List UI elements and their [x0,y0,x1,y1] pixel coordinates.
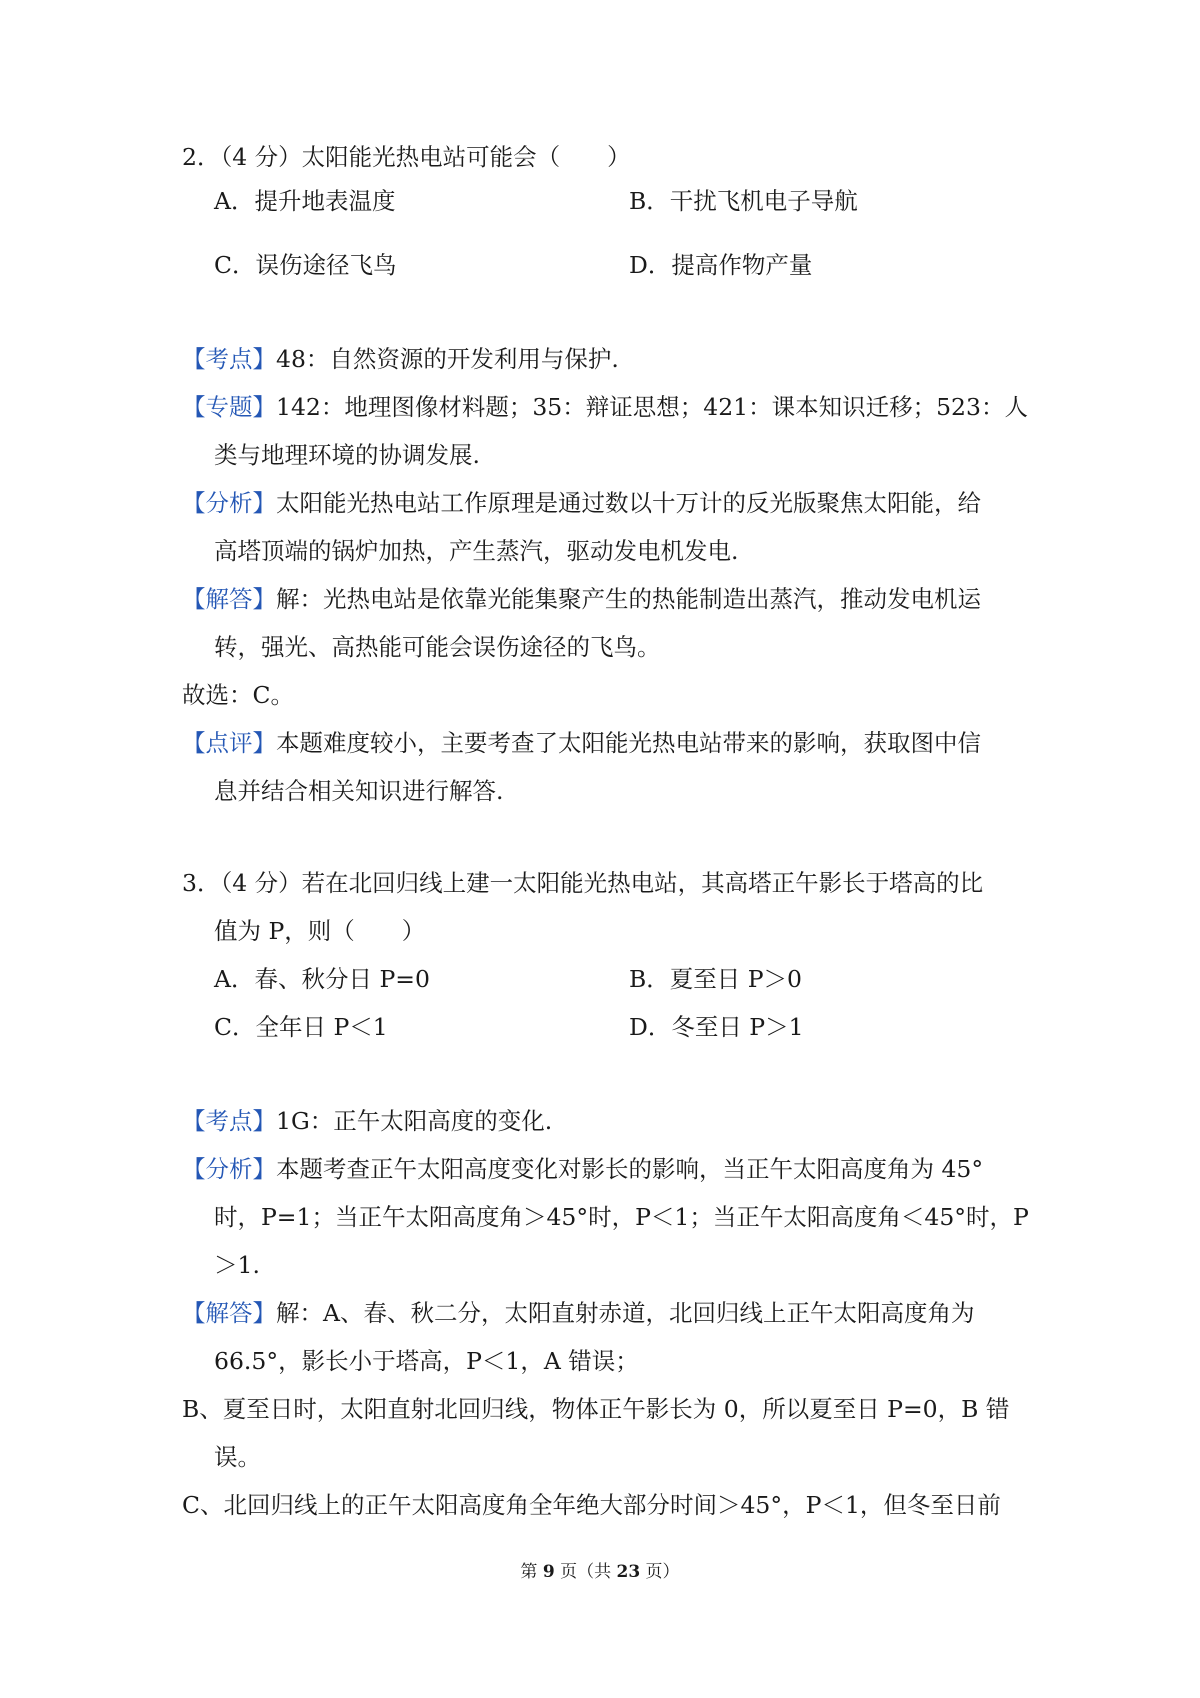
kaodian-tag: 【考点】 [182,345,276,373]
q3-fenxi [182,1153,983,1185]
page-footer [0,1560,1200,1584]
q3-option-c: C．全年日 P＜1 [214,1013,388,1041]
q2-fenxi-cont: 高塔顶端的锅炉加热，产生蒸汽，驱动发电机发电. [214,537,739,565]
q3-stem-cont: 值为 P，则（ ） [214,917,426,945]
dianping-tag: 【点评】 [182,729,276,757]
fenxi-tag: 【分析】 [182,489,276,517]
q3-option-b: B．夏至日 P＞0 [629,965,803,993]
q2-option-c: C．误伤途径飞鸟 [214,251,397,279]
fenxi-tag: 【分析】 [182,1155,276,1183]
jieda-text: 解：光热电站是依靠光能集聚产生的热能制造出蒸汽，推动发电机运 [276,585,981,613]
q3-jieda [182,1297,974,1329]
q2-option-a: A．提升地表温度 [214,187,396,215]
q2-zhuanti [182,391,1028,423]
footer-prefix: 第 [520,1562,543,1582]
q3-fenxi-cont2: ＞1. [214,1251,260,1279]
q2-dianping [182,727,981,759]
jieda-tag: 【解答】 [182,585,276,613]
fenxi-text: 本题考查正午太阳高度变化对影长的影响，当正午太阳高度角为 45° [276,1155,984,1183]
jieda-text: 解：A、春、秋二分，太阳直射赤道，北回归线上正午太阳高度角为 [276,1299,975,1327]
q2-option-d: D．提高作物产量 [629,251,813,279]
footer-suffix: 页） [640,1562,680,1582]
q3-option-d: D．冬至日 P＞1 [629,1013,804,1041]
dianping-text: 本题难度较小，主要考查了太阳能光热电站带来的影响，获取图中信 [276,729,981,757]
footer-total-pages: 23 [616,1562,641,1582]
footer-middle: 页（共 [554,1562,617,1582]
zhuanti-text: 142：地理图像材料题；35：辩证思想；421：课本知识迁移；523：人 [276,393,1028,421]
q3-fenxi-cont: 时，P=1；当正午太阳高度角＞45°时，P＜1；当正午太阳高度角＜45°时，P [214,1203,1029,1231]
q2-option-b: B．干扰飞机电子导航 [629,187,858,215]
q3-c-line: C、北回归线上的正午太阳高度角全年绝大部分时间＞45°，P＜1，但冬至日前 [182,1491,1001,1519]
fenxi-text: 太阳能光热电站工作原理是通过数以十万计的反光版聚焦太阳能，给 [276,489,981,517]
q3-b-line-cont: 误。 [214,1443,261,1471]
footer-page-number: 9 [542,1562,555,1582]
kaodian-tag: 【考点】 [182,1107,276,1135]
zhuanti-tag: 【专题】 [182,393,276,421]
q3-option-a: A．春、秋分日 P=0 [214,965,430,993]
q2-fenxi [182,487,981,519]
q2-answer: 故选：C。 [182,681,294,709]
q2-jieda-cont: 转，强光、高热能可能会误伤途径的飞鸟。 [214,633,661,661]
kaodian-text: 1G：正午太阳高度的变化. [276,1107,553,1135]
q2-kaodian [182,343,619,375]
q2-jieda [182,583,981,615]
q3-jieda-cont: 66.5°，影长小于塔高，P＜1，A 错误； [214,1347,639,1375]
q2-zhuanti-cont: 类与地理环境的协调发展. [214,441,480,469]
q2-stem: 2．（4 分）太阳能光热电站可能会（ ） [182,143,631,171]
q2-dianping-cont: 息并结合相关知识进行解答. [214,777,504,805]
q3-kaodian [182,1105,552,1137]
kaodian-text: 48：自然资源的开发利用与保护. [276,345,619,373]
q3-stem: 3．（4 分）若在北回归线上建一太阳能光热电站，其高塔正午影长于塔高的比 [182,869,984,897]
q3-b-line: B、夏至日时，太阳直射北回归线，物体正午影长为 0，所以夏至日 P=0，B 错 [182,1395,1010,1423]
jieda-tag: 【解答】 [182,1299,276,1327]
